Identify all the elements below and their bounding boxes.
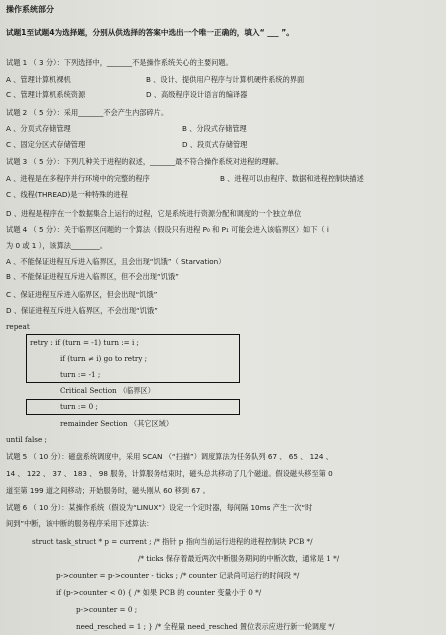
- q6-code-line4: if (p->counter < 0) { /* 如果 PCB 的 counter 变量小于 0 */: [56, 588, 262, 597]
- q2-option-b: B 、分段式存储管理: [182, 124, 247, 133]
- q6-line2: 间到”中断，该中断的服务程序采用下述算法：: [6, 519, 154, 528]
- q5-line2: 14 、 122 、 37 、 183 、 98 服务，计算服务结束时，磁头总共移动了几个磁道。假设磁头移至第 0: [6, 469, 333, 478]
- q3-option-c: C 、线程(THREAD)是一种特殊的进程: [6, 190, 128, 199]
- q1-option-c: C 、管理计算机系统资源: [6, 90, 86, 99]
- section-title: 操作系统部分: [6, 5, 54, 14]
- code-exit-box: [26, 399, 240, 415]
- q5-line1: 试题 5 （ 10 分）：磁盘系统调度中，采用 SCAN （“扫描”）调度算法为任务队列 67 、 65 、 124 、: [6, 452, 333, 461]
- q6-code-line5: p->counter = 0 ;: [76, 605, 138, 614]
- q3-option-a: A 、进程是在多程序并行环境中的完整的程序: [6, 174, 150, 183]
- q2-stem: 试题 2 （ 5 分）：采用_______不会产生内部碎片。: [6, 108, 169, 117]
- q4-stem-line2: 为 0 或 1 ），该算法________。: [6, 241, 107, 250]
- q1-option-d: D 、高级程序设计语言的编译器: [146, 90, 248, 99]
- q5-line3: 道至第 199 道之间移动；开始服务时，磁头刚从 60 移到 67 。: [6, 486, 210, 495]
- q4-option-b: B 、不能保证进程互斥进入临界区，但不会出现“饥饿”: [6, 272, 179, 281]
- code-until: until false ;: [6, 435, 47, 444]
- code-line2: if (turn ≠ i) go to retry ;: [60, 354, 148, 363]
- q6-code-line1: struct task_struct * p = current ; /* 指针 p 指向当前运行进程的进程控制块 PCB */: [32, 537, 313, 546]
- code-critical-section: Critical Section （临界区）: [60, 386, 155, 395]
- code-retry-line: retry : if (turn = -1) turn := i ;: [30, 338, 139, 347]
- q6-line1: 试题 6 （ 10 分）：某操作系统（假设为“LINUX”）设定一个定时器，每间隔 10ms 产生一次“时: [6, 503, 313, 512]
- q3-option-b: B 、进程可以由程序、数据和进程控制块描述: [220, 174, 364, 183]
- instruction-text: 试题1至试题4为选择题，分别从供选择的答案中选出一个唯一正确的，填入“ ___ ”。: [6, 28, 294, 37]
- q2-option-d: D 、段页式存储管理: [182, 140, 248, 149]
- code-repeat: repeat: [6, 322, 30, 331]
- q1-stem: 试题 1 （ 3 分）：下列选择中，_______不是操作系统关心的主要问题。: [6, 58, 233, 67]
- code-line3: turn := -1 ;: [60, 370, 101, 379]
- q4-option-d: D 、保证进程互斥进入临界区，不会出现“饥饿”: [6, 306, 158, 315]
- q1-option-b: B 、设计、提供用户程序与计算机硬件系统的界面: [146, 75, 305, 84]
- q4-option-c: C 、保证进程互斥进入临界区，但会出现“饥饿”: [6, 290, 158, 299]
- q1-option-a: A 、管理计算机裸机: [6, 75, 71, 84]
- q6-code-line3: p->counter = p->counter - ticks ; /* counter 记录尚可运行的时间段 */: [56, 571, 300, 580]
- q6-code-line2: /* ticks 保存着最近两次中断服务期间的中断次数，通常是 1 */: [138, 554, 340, 563]
- q3-stem: 试题 3 （ 5 分）：下列几种关于进程的叙述，_______最不符合操作系统对进程的理解。: [6, 157, 284, 166]
- code-remainder-section: remainder Section （其它区域）: [60, 419, 174, 428]
- code-turn0: turn := 0 ;: [60, 402, 98, 411]
- q4-stem-line1: 试题 4 （ 5 分）：关于临界区问题的一个算法（假设只有进程 P₀ 和 P₁ 可能会进入该临界区）如下（ i: [6, 225, 329, 234]
- q6-code-line6: need_resched = 1 ; } /* 全程量 need_resched 置位表示应进行新一轮调度 */: [76, 622, 335, 631]
- q2-option-c: C 、固定分区式存储管理: [6, 140, 86, 149]
- q2-option-a: A 、分页式存储管理: [6, 124, 71, 133]
- q3-option-d: D 、进程是程序在一个数据集合上运行的过程，它是系统进行资源分配和调度的一个独立单位: [6, 209, 302, 218]
- q4-option-a: A 、不能保证进程互斥进入临界区，且会出现“饥饿”（ Starvation）: [6, 257, 226, 266]
